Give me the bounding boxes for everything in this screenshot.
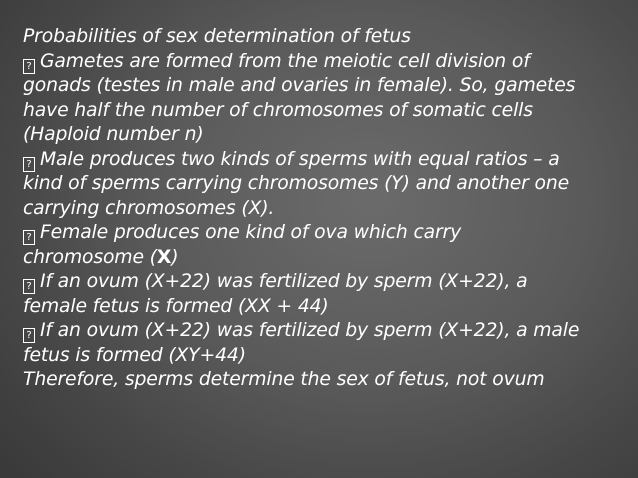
text-line: chromosome (X) bbox=[23, 246, 179, 268]
conclusion-line: Therefore, sperms determine the sex of fetus, not ovum bbox=[23, 369, 545, 390]
text-line: carrying chromosomes (X). bbox=[23, 197, 275, 219]
bold-chromosome-x: X bbox=[156, 246, 172, 268]
text-line: (Haploid number n) bbox=[23, 124, 204, 145]
bullet-line: ? Female produces one kind of ova which carry bbox=[23, 221, 631, 246]
text-line: have half the number of chromosomes of somatic cells bbox=[23, 99, 533, 121]
bullet-line: ? If an ovum (X+22) was fertilized by sperm (X+22), a bbox=[23, 270, 631, 295]
text-line: kind of sperms carrying chromosomes (Y) and another one bbox=[23, 173, 570, 194]
text-line: gonads (testes in male and ovaries in female). So, gametes bbox=[23, 75, 576, 96]
bullet-line: ? If an ovum (X+22) was fertilized by sperm (X+22), a male bbox=[23, 319, 631, 344]
text-line: female fetus is formed (XX + 44) bbox=[23, 295, 329, 317]
missing-glyph-bullet-icon: ? bbox=[23, 157, 35, 172]
missing-glyph-bullet-icon: ? bbox=[23, 328, 35, 343]
bullet-line: ? Male produces two kinds of sperms with equal ratios – a bbox=[23, 148, 631, 173]
text-line: fetus is formed (XY+44) bbox=[23, 344, 246, 366]
bullet-line: ? Gametes are formed from the meiotic cell division of bbox=[23, 50, 631, 75]
missing-glyph-bullet-icon: ? bbox=[23, 279, 35, 294]
slide-title-line: Probabilities of sex determination of fetus bbox=[23, 26, 411, 47]
missing-glyph-bullet-icon: ? bbox=[23, 230, 35, 245]
missing-glyph-bullet-icon: ? bbox=[23, 59, 35, 74]
slide-body-text bbox=[23, 25, 631, 393]
